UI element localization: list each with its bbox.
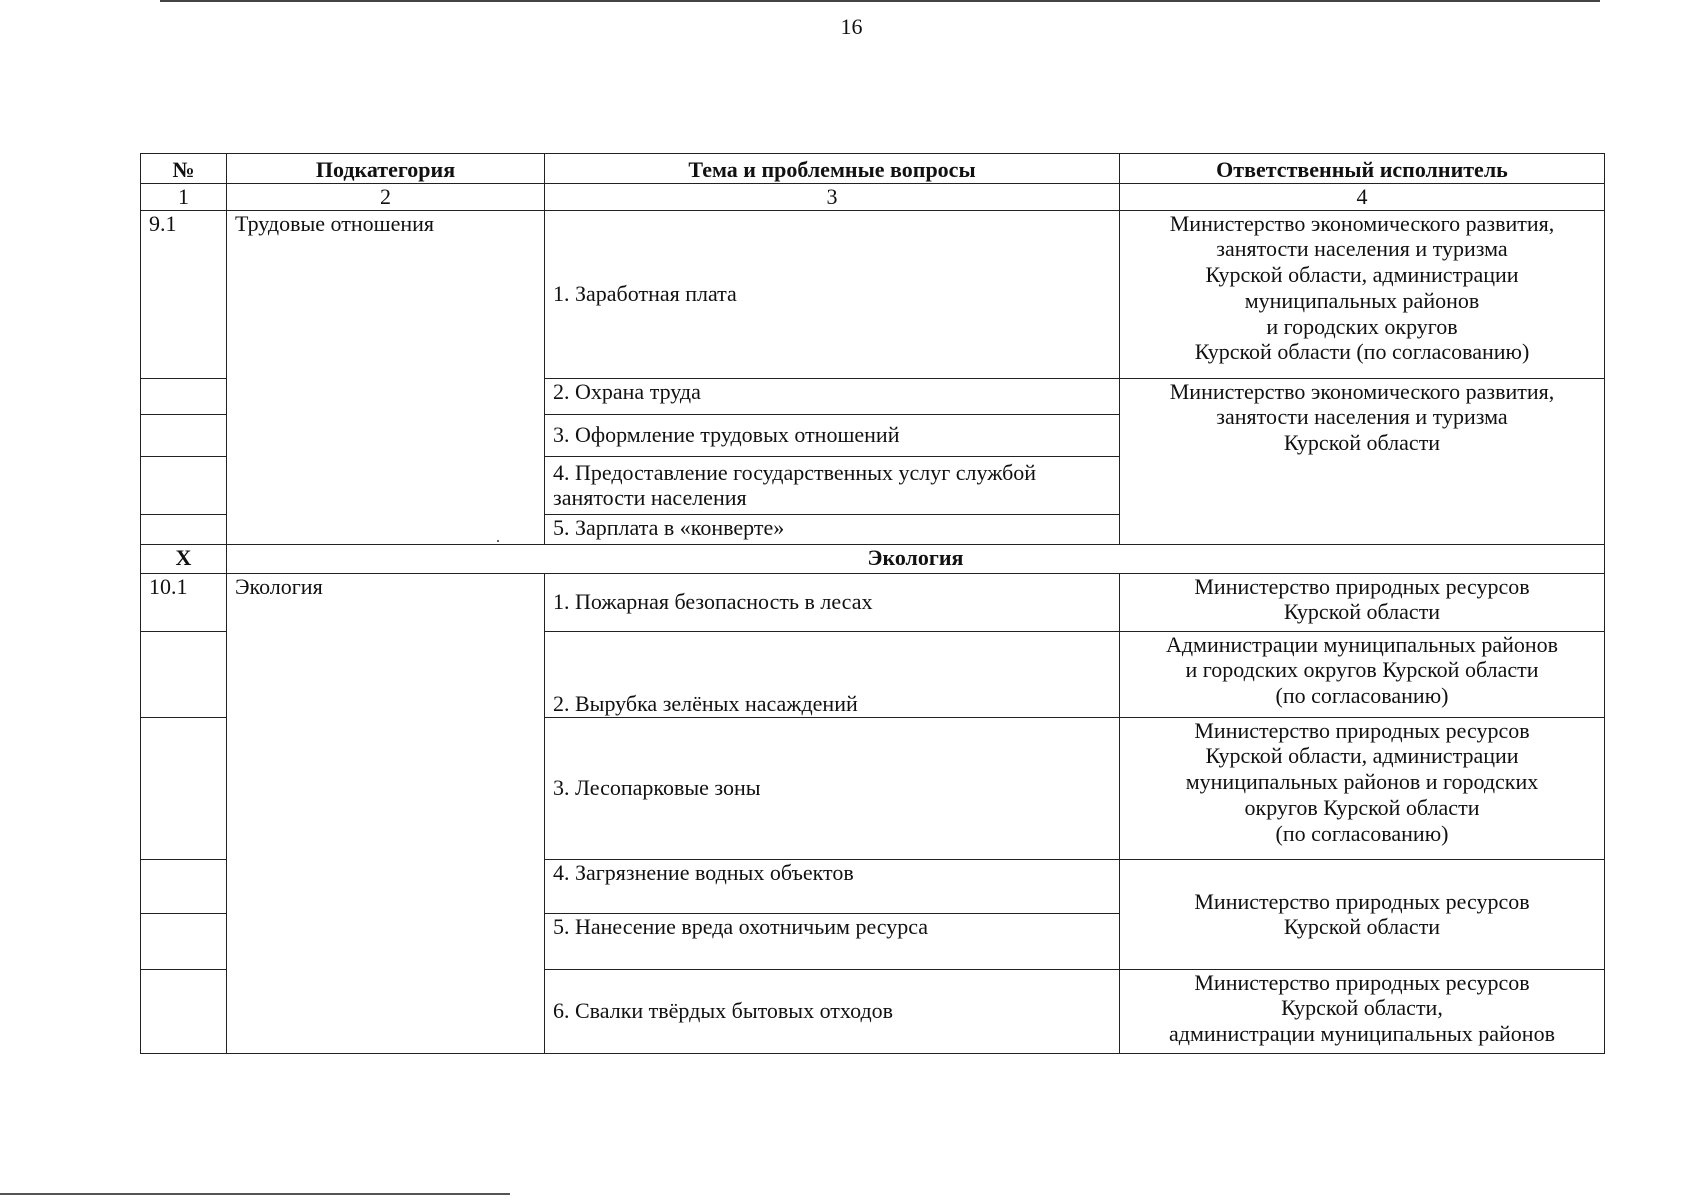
executor-cell: Министерство природных ресурсов Курской области, администрации муниципальных районов и городских округов Курской области (по согласованию)	[1120, 717, 1605, 859]
column-number: 3	[545, 184, 1120, 211]
header-topic: Тема и проблемные вопросы	[545, 154, 1120, 184]
topic-cell: 3. Лесопарковые зоны	[545, 717, 1120, 859]
topic-cell: 4. Предоставление государственных услуг службой занятости населения	[545, 456, 1120, 514]
topics-table	[140, 153, 1605, 1054]
executor-cell: Министерство природных ресурсов Курской области, администрации муниципальных районов	[1120, 969, 1605, 1053]
row-number	[141, 859, 227, 913]
column-number-row	[141, 184, 1605, 211]
topic-cell: 1. Заработная плата	[545, 210, 1120, 378]
table-row	[141, 573, 1605, 631]
topic-cell: 2. Вырубка зелёных насаждений	[545, 631, 1120, 717]
row-number: 10.1	[141, 573, 227, 631]
scan-border-bottom	[0, 1193, 510, 1195]
executor-cell: Министерство экономического развития, занятости населения и туризма Курской области	[1120, 378, 1605, 544]
topic-cell: 1. Пожарная безопасность в лесах	[545, 573, 1120, 631]
table-row	[141, 210, 1605, 378]
topic-cell: 5. Зарплата в «конверте»	[545, 514, 1120, 544]
row-number	[141, 969, 227, 1053]
column-number: 1	[141, 184, 227, 211]
row-number	[141, 514, 227, 544]
topic-cell: 3. Оформление трудовых отношений	[545, 414, 1120, 456]
scan-speck	[497, 540, 499, 542]
header-executor: Ответственный исполнитель	[1120, 154, 1605, 184]
row-number	[141, 717, 227, 859]
section-title: Экология	[227, 544, 1605, 573]
row-number: 9.1	[141, 210, 227, 378]
executor-cell: Министерство экономического развития, занятости населения и туризма Курской области, администрации муниципальных районов и городских округов Курской области (по согласованию)	[1120, 210, 1605, 378]
row-number	[141, 456, 227, 514]
row-number	[141, 414, 227, 456]
subcategory-cell: Трудовые отношения	[227, 210, 545, 544]
column-number: 4	[1120, 184, 1605, 211]
column-number: 2	[227, 184, 545, 211]
header-number: №	[141, 154, 227, 184]
executor-cell: Администрации муниципальных районов и городских округов Курской области (по согласованию)	[1120, 631, 1605, 717]
section-heading-row	[141, 544, 1605, 573]
subcategory-cell: Экология	[227, 573, 545, 1053]
section-roman-number: X	[141, 544, 227, 573]
scan-border-top	[160, 0, 1600, 2]
header-row	[141, 154, 1605, 184]
row-number	[141, 913, 227, 969]
executor-cell: Министерство природных ресурсов Курской области	[1120, 573, 1605, 631]
page-number: 16	[840, 14, 863, 39]
row-number	[141, 378, 227, 414]
topic-cell: 6. Свалки твёрдых бытовых отходов	[545, 969, 1120, 1053]
topic-cell: 2. Охрана труда	[545, 378, 1120, 414]
topic-cell: 5. Нанесение вреда охотничьим ресурса	[545, 913, 1120, 969]
executor-cell: Министерство природных ресурсов Курской области	[1120, 859, 1605, 969]
topic-cell: 4. Загрязнение водных объектов	[545, 859, 1120, 913]
header-subcategory: Подкатегория	[227, 154, 545, 184]
row-number	[141, 631, 227, 717]
